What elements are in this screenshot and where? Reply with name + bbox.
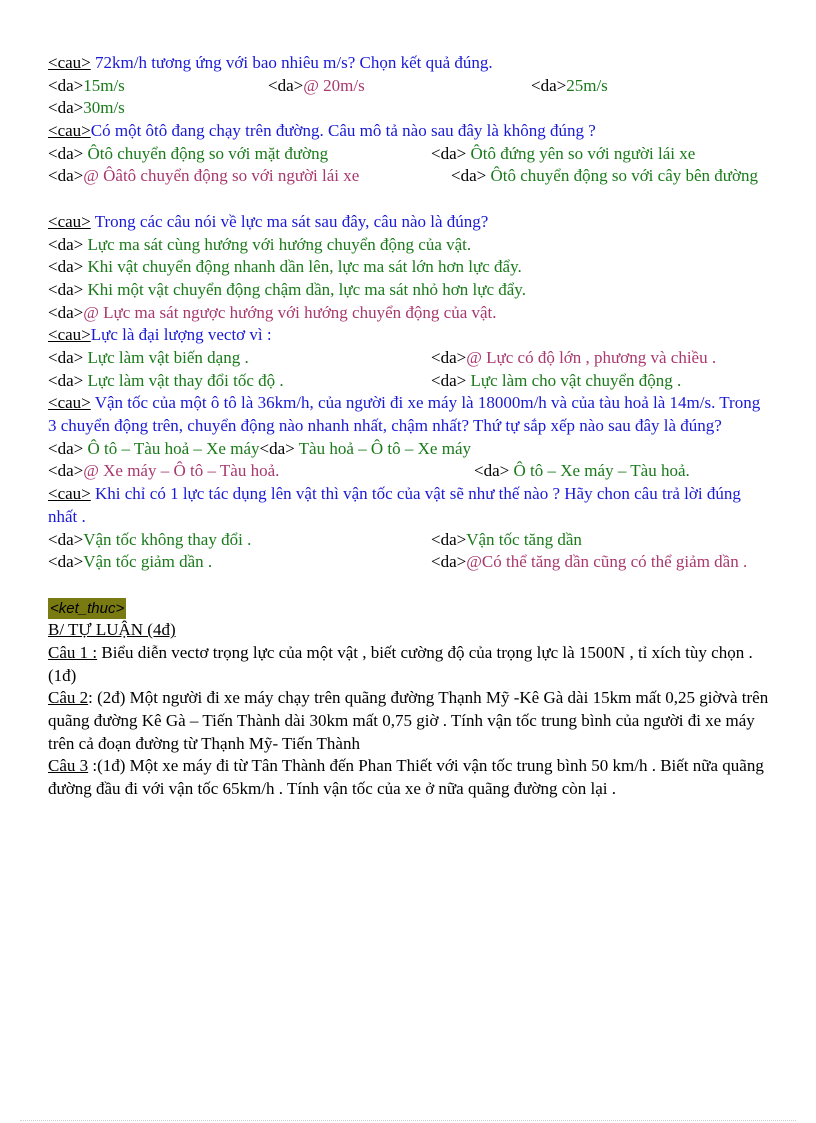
question-2-answers-row-2: <da>@ Ôâtô chuyển động so với người lái xe <da> Ôtô chuyển động so với cây bên đường [48,166,758,186]
answer-5a: Ô tô – Tàu hoả – Xe máy [83,438,260,458]
question-2-text: Có một ôtô đang chạy trên đường. Câu mô tả nào sau đây là không đúng ? [90,121,596,141]
question-6-text: Khi chỉ có 1 lực tác dụng lên vật thì vận tốc của vật sẽ như thế nào ? Hãy chon câu trả lời đúng nhất . [48,484,741,526]
question-2-answers-row-1: <da> Ôtô chuyển động so với mặt đường <da> Ôtô đứng yên so với người lái xe [48,143,696,163]
question-3-text: Trong các câu nói về lực ma sát sau đây, câu nào là đúng? [90,211,489,231]
answer-2d: Ôtô chuyển động so với cây bên đường [486,166,758,186]
question-2: <cau>Có một ôtô đang chạy trên đường. Câu mô tả nào sau đây là không đúng ? [48,121,596,141]
answer-3c: Khi một vật chuyển động chậm dần, lực ma sát nhỏ hơn lực đẩy. [83,279,526,299]
question-1-answers-row-2: <da>30m/s [48,98,125,118]
answer-4d: Lực làm cho vật chuyển động . [466,370,682,390]
answer-4b: @ Lực có độ lớn , phương và chiều . [466,347,717,367]
answer-2a: Ôtô chuyển động so với mặt đường [83,143,329,163]
cau-tag: <cau> [48,53,91,72]
answer-1b: @ 20m/s [303,75,365,95]
question-1 [48,52,772,75]
question-1-answers-row-1: <da>15m/s <da>@ 20m/s <da>25m/s [48,75,608,95]
document-body: <cau> 72km/h tương ứng với bao nhiêu m/s? Chọn kết quả đúng. <da>15m/s <da>@ 20m/s <da>25m/s <da>30m/s <cau>Có một ôtô đang chạy trên đường. Câu mô tả nào sau đây là không đúng ? <da> Ôtô chuyển động so với mặt đường <da> Ôtô đứng yên so với người lái xe <da>@ Ôâtô chuyển động so với người lái xe <da> Ôtô chuyển động so với cây bên đường <cau> Trong các câu nói về lực ma sát sau đây, câu nào là đúng? <da> Lực ma sát cùng hướng với hướng chuyển động của vật. <da> Khi vật chuyển động nhanh dần lên, lực ma sát lớn hơn lực đẩy. <da> Khi một vật chuyển động chậm dần, lực ma sát nhỏ hơn lực đẩy. <da>@ Lực ma sát ngược hướng với hướng chuyển động của vật. <cau>Lực là đại lượng vectơ vì : <da> Lực làm vật biến dạng . <da>@ Lực có độ lớn , phương và chiều . <da> Lực làm vật thay đổi tốc độ . <da> Lực làm cho vật chuyển động . <cau> Vận tốc của một ô tô là 36km/h, của người đi xe máy là 18000m/h và của tàu hoả là 14m/s. Trong 3 chuyển động trên, chuyển động nào nhanh nhất, chậm nhất? Thứ tự sắp xếp nào sau đây là đúng? <da> Ô tô – Tàu hoả – Xe máy<da> Tàu hoả – Ô tô – Xe máy <da>@ Xe máy – Ô tô – Tàu hoả. <da> Ô tô – Xe máy – Tàu hoả. <cau> Khi chỉ có 1 lực tác dụng lên vật thì vận tốc của vật sẽ như thế nào ? Hãy chon câu trả lời đúng nhất . <da>Vận tốc không thay đổi . <da>Vận tốc tăng dần <da>Vận tốc giảm dần . <da>@Có thể tăng dần cũng có thể giảm dần . <ket_thuc> B/ TỰ LUẬN (4đ) Câu 1 : Biểu diễn vectơ trọng lực của một vật , biết cường độ của trọng lực là 1500N , tỉ xích tùy chọn .(1đ) Câu 2: (2đ) Một người đi xe máy chạy trên quãng đường Thạnh Mỹ -Kê Gà dài 15km mất 0,25 giờvà trên quãng đường Kê Gà – Tiến Thành dài 30km mất 0,75 giờ . Tính vận tốc trung bình của người đi xe máy trên cả đoạn đường từ Thạnh Mỹ- Tiến Thành Câu 3 :(1đ) Một xe máy đi từ Tân Thành đến Phan Thiết với vận tốc trung bình 50 km/h . Biết nữa quãng đường đầu đi với vận tốc 65km/h . Tính vận tốc của xe ở nữa quãng đường còn lại . [48,52,772,801]
question-4-text: Lực là đại lượng vectơ vì : [90,325,272,345]
essay-question-3: Câu 3 :(1đ) Một xe máy đi từ Tân Thành đến Phan Thiết với vận tốc trung bình 50 km/h . Biết nữa quãng đường đầu đi với vận tốc 65km/h . Tính vận tốc của xe ở nữa quãng đường còn lại . [48,756,764,799]
answer-5c: @ Xe máy – Ô tô – Tàu hoả. [83,461,280,481]
answer-1c: 25m/s [566,75,608,95]
answer-2b: Ôtô đứng yên so với người lái xe [466,143,696,163]
answer-4a: Lực làm vật biến dạng . [83,347,249,367]
question-6: <cau> Khi chỉ có 1 lực tác dụng lên vật thì vận tốc của vật sẽ như thế nào ? Hãy chon câu trả lời đúng nhất . [48,484,741,526]
answer-1d: 30m/s [83,98,125,118]
ket-thuc-tag: <ket_thuc> [50,599,125,617]
question-4: <cau>Lực là đại lượng vectơ vì : [48,325,272,345]
answer-3a: Lực ma sát cùng hướng với hướng chuyển động của vật. [83,234,472,254]
page-footer-divider [20,1120,796,1121]
question-5-text: Vận tốc của một ô tô là 36km/h, của người đi xe máy là 18000m/h và của tàu hoả là 14m/s. Trong 3 chuyển động trên, chuyển động nào nhanh nhất, chậm nhất? Thứ tự sắp xếp nào sau đây là đúng? [48,393,761,436]
essay-question-2: Câu 2: (2đ) Một người đi xe máy chạy trên quãng đường Thạnh Mỹ -Kê Gà dài 15km mất 0,25 giờvà trên quãng đường Kê Gà – Tiến Thành dài 30km mất 0,75 giờ . Tính vận tốc trung bình của người đi xe máy trên cả đoạn đường từ Thạnh Mỹ- Tiến Thành [48,688,769,753]
answer-6c: Vận tốc giảm dần . [83,552,213,572]
answer-5d: Ô tô – Xe máy – Tàu hoả. [509,461,690,481]
essay-question-1: Câu 1 : Biểu diễn vectơ trọng lực của một vật , biết cường độ của trọng lực là 1500N , tỉ xích tùy chọn .(1đ) [48,642,753,685]
question-3: <cau> Trong các câu nói về lực ma sát sau đây, câu nào là đúng? [48,211,489,231]
answer-6a: Vận tốc không thay đổi . [83,529,252,549]
answer-6b: Vận tốc tăng dần [466,529,582,549]
answer-3b: Khi vật chuyển động nhanh dần lên, lực ma sát lớn hơn lực đẩy. [83,257,522,277]
question-5: <cau> Vận tốc của một ô tô là 36km/h, của người đi xe máy là 18000m/h và của tàu hoả là 14m/s. Trong 3 chuyển động trên, chuyển động nào nhanh nhất, chậm nhất? Thứ tự sắp xếp nào sau đây là đúng? [48,393,761,436]
answer-5b: Tàu hoả – Ô tô – Xe máy [294,438,471,458]
answer-6d: @Có thể tăng dần cũng có thể giảm dần . [466,552,748,572]
answer-3d: @ Lực ma sát ngược hướng với hướng chuyển động của vật. [83,302,497,322]
answer-4c: Lực làm vật thay đổi tốc độ . [83,370,284,390]
answer-1a: 15m/s [83,75,125,95]
section-heading: B/ TỰ LUẬN (4đ) [48,620,176,640]
answer-2c: @ Ôâtô chuyển động so với người lái xe [83,166,360,186]
question-1-text: 72km/h tương ứng với bao nhiêu m/s? Chọn kết quả đúng. [90,53,493,72]
